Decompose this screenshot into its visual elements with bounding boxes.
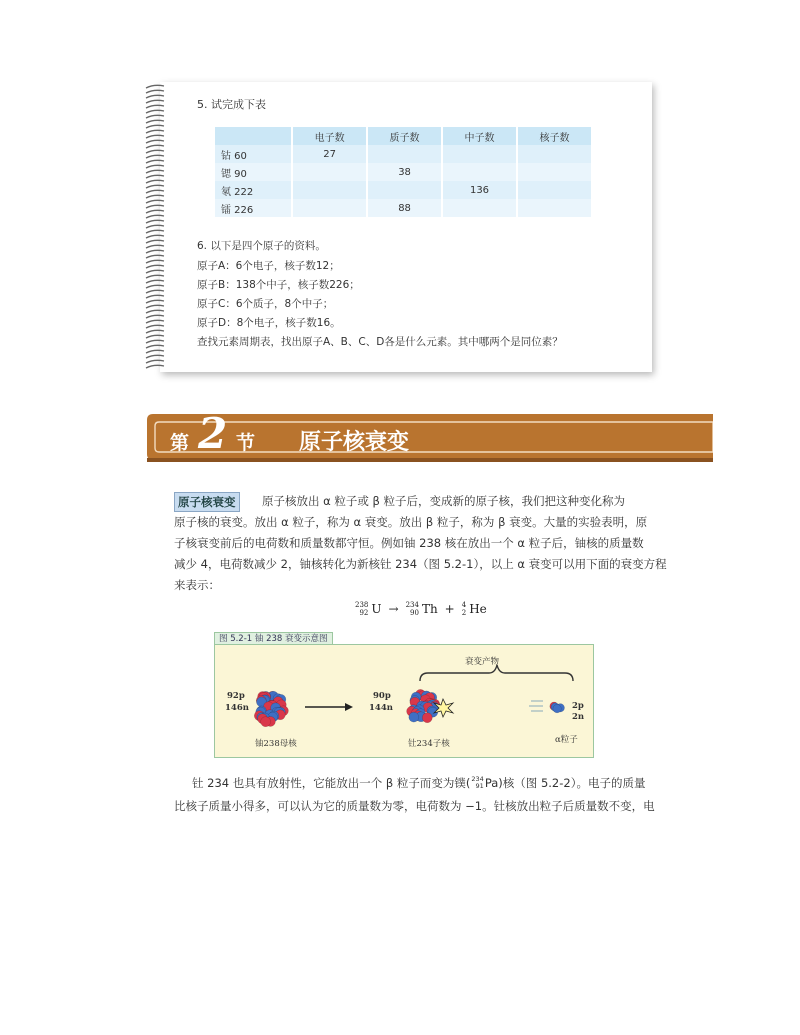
spiral-coil bbox=[146, 250, 164, 253]
pa-mass-number: 234 bbox=[471, 775, 484, 783]
u-symbol: U bbox=[371, 602, 382, 616]
table-header-cell bbox=[215, 127, 292, 145]
para2-text-b: )核（图 5.2-2）。电子的质量 bbox=[498, 776, 646, 790]
question-6-line: 原子D：8个电子，核子数16。 bbox=[197, 317, 341, 329]
he-mass-number: 4 bbox=[461, 601, 467, 609]
spiral-coil bbox=[146, 315, 164, 318]
spiral-coil bbox=[146, 90, 164, 93]
table-cell: 27 bbox=[292, 145, 367, 163]
spiral-coil bbox=[146, 185, 164, 188]
spiral-coil bbox=[146, 310, 164, 313]
spiral-coil bbox=[146, 230, 164, 233]
spiral-coil bbox=[146, 95, 164, 98]
table-cell bbox=[367, 181, 442, 199]
u-neutrons-label: 146n bbox=[225, 703, 249, 713]
u-nucleus-label: 铀238母核 bbox=[255, 739, 297, 749]
table-header-cell: 中子数 bbox=[442, 127, 517, 145]
table-row bbox=[215, 181, 592, 199]
th-mass-number: 234 bbox=[405, 601, 419, 609]
alpha-particle bbox=[550, 702, 565, 713]
section-number: 2 bbox=[198, 409, 228, 458]
spiral-coil bbox=[146, 170, 164, 173]
table-cell: 38 bbox=[367, 163, 442, 181]
question-6-line: 原子C：6个质子，8个中子； bbox=[197, 298, 334, 310]
spiral-coil bbox=[146, 150, 164, 153]
spiral-coil bbox=[146, 350, 164, 353]
spiral-coil bbox=[146, 360, 164, 363]
spiral-coil bbox=[146, 180, 164, 183]
spiral-coil bbox=[146, 205, 164, 208]
table-cell: 钴 60 bbox=[215, 145, 292, 163]
table-row bbox=[215, 145, 592, 163]
spiral-coil bbox=[146, 325, 164, 328]
spiral-coil bbox=[146, 130, 164, 133]
products-brace bbox=[420, 665, 573, 681]
spiral-coil bbox=[146, 245, 164, 248]
pa-charge-number: 91 bbox=[475, 782, 484, 790]
body-line bbox=[192, 773, 645, 793]
proton-ball bbox=[422, 713, 432, 723]
section-suffix: 节 bbox=[236, 432, 256, 454]
body-line: 子核衰变前后的电荷数和质量数都守恒。例如铀 238 核在放出一个 α 粒子后，铀核的质量数 bbox=[174, 536, 644, 550]
spiral-coil bbox=[146, 280, 164, 283]
u-mass-number: 238 bbox=[355, 601, 369, 609]
spiral-coil bbox=[146, 195, 164, 198]
spiral-coil bbox=[146, 140, 164, 143]
alpha-protons-label: 2p bbox=[572, 701, 584, 711]
table-cell bbox=[292, 181, 367, 199]
table-cell: 氡 222 bbox=[215, 181, 292, 199]
question-5-title: 5. 试完成下表 bbox=[197, 98, 266, 111]
th-symbol: Th bbox=[421, 602, 438, 616]
spiral-coil bbox=[146, 220, 164, 223]
spiral-coil bbox=[146, 155, 164, 158]
table-cell bbox=[292, 163, 367, 181]
spiral-coil bbox=[146, 355, 164, 358]
spiral-coil bbox=[146, 215, 164, 218]
spiral-coil bbox=[146, 135, 164, 138]
spiral-coil bbox=[146, 260, 164, 263]
spiral-coil bbox=[146, 285, 164, 288]
spiral-coil bbox=[146, 165, 164, 168]
section-title: 原子核衰变 bbox=[299, 429, 410, 455]
proton-ball bbox=[261, 717, 271, 727]
body-line: 减少 4，电荷数减少 2，铀核转化为新核钍 234（图 5.2-1），以上 α 衰变可以用下面的衰变方程 bbox=[174, 557, 667, 571]
spiral-coil bbox=[146, 345, 164, 348]
table-cell bbox=[367, 145, 442, 163]
neutron-ball bbox=[553, 705, 561, 713]
spiral-coil bbox=[146, 105, 164, 108]
alpha-label: α粒子 bbox=[555, 735, 578, 745]
pa-symbol: Pa bbox=[484, 776, 499, 790]
spiral-coil bbox=[146, 255, 164, 258]
table-cell: 镭 226 bbox=[215, 199, 292, 217]
table-header-cell: 核子数 bbox=[517, 127, 592, 145]
spiral-coil bbox=[146, 330, 164, 333]
table-cell: 锶 90 bbox=[215, 163, 292, 181]
body-line: 原子核放出 α 粒子或 β 粒子后，变成新的原子核，我们把这种变化称为 bbox=[262, 494, 626, 508]
decay-figure bbox=[214, 644, 594, 758]
table-cell: 88 bbox=[367, 199, 442, 217]
table-cell bbox=[517, 199, 592, 217]
spiral-binding bbox=[144, 82, 166, 372]
body-line: 原子核的衰变。放出 α 粒子，称为 α 衰变。放出 β 粒子，称为 β 衰变。大量的实验表明，原 bbox=[174, 515, 648, 529]
decay-equation bbox=[355, 596, 487, 622]
uranium-nucleus bbox=[254, 691, 288, 727]
spiral-coil bbox=[146, 365, 164, 368]
question-6-line: 原子A：6个电子，核子数12； bbox=[197, 260, 340, 272]
th-protons-label: 90p bbox=[373, 691, 391, 701]
spiral-coil bbox=[146, 305, 164, 308]
spiral-coil bbox=[146, 275, 164, 278]
table-cell bbox=[442, 145, 517, 163]
body-line: 来表示： bbox=[174, 578, 220, 592]
term-box: 原子核衰变 bbox=[174, 492, 240, 512]
para2-text-a: 钍 234 也具有放射性，它能放出一个 β 粒子而变为镤( bbox=[192, 776, 471, 790]
spiral-coil bbox=[146, 85, 164, 88]
body-line: 比核子质量小得多，可以认为它的质量数为零，电荷数为 −1。钍核放出粒子后质量数不变，电 bbox=[174, 799, 655, 813]
spiral-coil bbox=[146, 120, 164, 123]
spiral-coil bbox=[146, 210, 164, 213]
table-cell: 136 bbox=[442, 181, 517, 199]
spiral-coil bbox=[146, 335, 164, 338]
spiral-coil bbox=[146, 190, 164, 193]
arrow-symbol: → bbox=[388, 602, 399, 616]
spiral-coil bbox=[146, 320, 164, 323]
figure-caption: 图 5.2-1 铀 238 衰变示意图 bbox=[214, 632, 333, 646]
table-cell bbox=[292, 199, 367, 217]
section-banner bbox=[147, 409, 713, 462]
he-charge-number: 2 bbox=[461, 609, 467, 617]
spiral-coil bbox=[146, 300, 164, 303]
neutron-ball bbox=[409, 712, 419, 722]
plus-symbol: + bbox=[444, 602, 455, 616]
spiral-coil bbox=[146, 270, 164, 273]
u-protons-label: 92p bbox=[227, 691, 245, 701]
thorium-nucleus bbox=[407, 689, 441, 722]
question-6-line: 原子B：138个中子，核子数226； bbox=[197, 279, 360, 291]
question-6-line: 查找元素周期表，找出原子A、B、C、D各是什么元素。其中哪两个是同位素？ bbox=[197, 336, 563, 348]
table-cell bbox=[442, 163, 517, 181]
alpha-neutrons-label: 2n bbox=[572, 712, 585, 722]
arrowhead-icon bbox=[345, 703, 353, 711]
th-charge-number: 90 bbox=[410, 609, 419, 617]
th-nucleus-label: 钍234子核 bbox=[408, 739, 450, 749]
table-cell bbox=[442, 199, 517, 217]
spiral-coil bbox=[146, 265, 164, 268]
spiral-coil bbox=[146, 240, 164, 243]
table-cell bbox=[517, 181, 592, 199]
spiral-coil bbox=[146, 295, 164, 298]
spiral-coil bbox=[146, 100, 164, 103]
table-header-cell: 电子数 bbox=[292, 127, 367, 145]
spiral-coil bbox=[146, 145, 164, 148]
th-neutrons-label: 144n bbox=[369, 703, 393, 713]
motion-lines-icon bbox=[529, 701, 543, 711]
spiral-coil bbox=[146, 115, 164, 118]
he-symbol: He bbox=[469, 602, 487, 616]
products-label: 衰变产物 bbox=[465, 657, 500, 667]
table-cell bbox=[517, 145, 592, 163]
spiral-coil bbox=[146, 340, 164, 343]
table-row bbox=[215, 163, 592, 181]
exercise-table bbox=[215, 127, 593, 217]
spiral-coil bbox=[146, 175, 164, 178]
spiral-coil bbox=[146, 200, 164, 203]
section-prefix: 第 bbox=[170, 432, 190, 454]
table-header-row bbox=[215, 127, 592, 145]
table-header-cell: 质子数 bbox=[367, 127, 442, 145]
u-charge-number: 92 bbox=[359, 609, 369, 617]
spiral-coil bbox=[146, 235, 164, 238]
spiral-coil bbox=[146, 225, 164, 228]
table-row bbox=[215, 199, 592, 217]
question-6-title: 6. 以下是四个原子的资料。 bbox=[197, 240, 326, 252]
spiral-coil bbox=[146, 110, 164, 113]
spiral-coil bbox=[146, 160, 164, 163]
spiral-coil bbox=[146, 290, 164, 293]
table-cell bbox=[517, 163, 592, 181]
spiral-coil bbox=[146, 125, 164, 128]
